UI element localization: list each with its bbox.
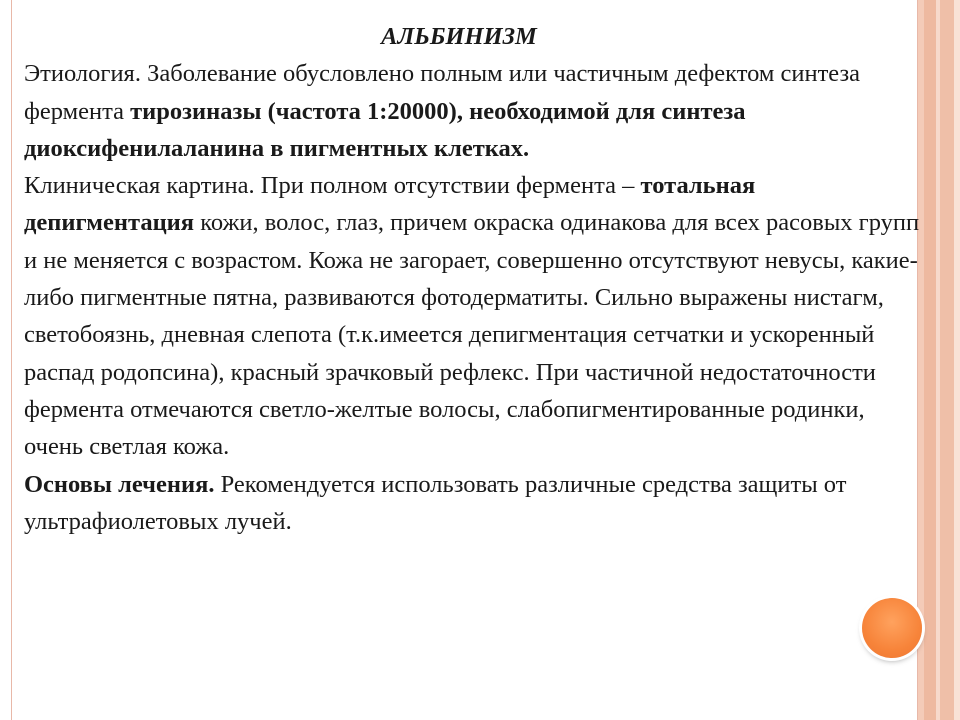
decor-stripe — [924, 0, 936, 720]
treatment-paragraph — [24, 466, 924, 541]
etiology-bold-text: тирозиназы (частота 1:20000), необходимой для синтеза диоксифенилаланина в пигментных клетках. — [24, 97, 746, 162]
treatment-label: Основы лечения. — [24, 470, 215, 498]
orange-circle-decoration — [862, 598, 922, 658]
decor-stripe — [940, 0, 954, 720]
etiology-label: Этиология. — [24, 60, 141, 88]
slide-title: АЛЬБИНИЗМ — [381, 23, 537, 50]
clinical-text-start: Клиническая картина. При полном отсутствии фермента – — [24, 172, 641, 200]
slide-content — [24, 18, 924, 540]
clinical-paragraph — [24, 167, 924, 465]
etiology-text: Заболевание обусловлено полным или частичным дефектом синтеза фермента — [24, 60, 861, 125]
decor-stripe — [954, 0, 960, 720]
clinical-bold-text: тотальная депигментация — [24, 172, 756, 237]
clinical-text-rest: кожи, волос, глаз, причем окраска одинакова для всех расовых групп и не меняется с возрастом. Кожа не загорает, совершенно отсутствуют невусы, какие-либо пигментные пятна, развиваются фотодерматиты. Сильно выражены нистагм, светобоязнь, дневная слепота (т.к.имеется депигментация сетчатки и ускоренный распад родопсина), красный зрачковый рефлекс. При частичной недостаточности фермента отмечаются светло-желтые волосы, слабопигментированные родинки, очень светлая кожа. — [24, 209, 920, 461]
treatment-text: Рекомендуется использовать различные средства защиты от ультрафиолетовых лучей. — [24, 470, 847, 535]
etiology-paragraph — [24, 55, 924, 167]
